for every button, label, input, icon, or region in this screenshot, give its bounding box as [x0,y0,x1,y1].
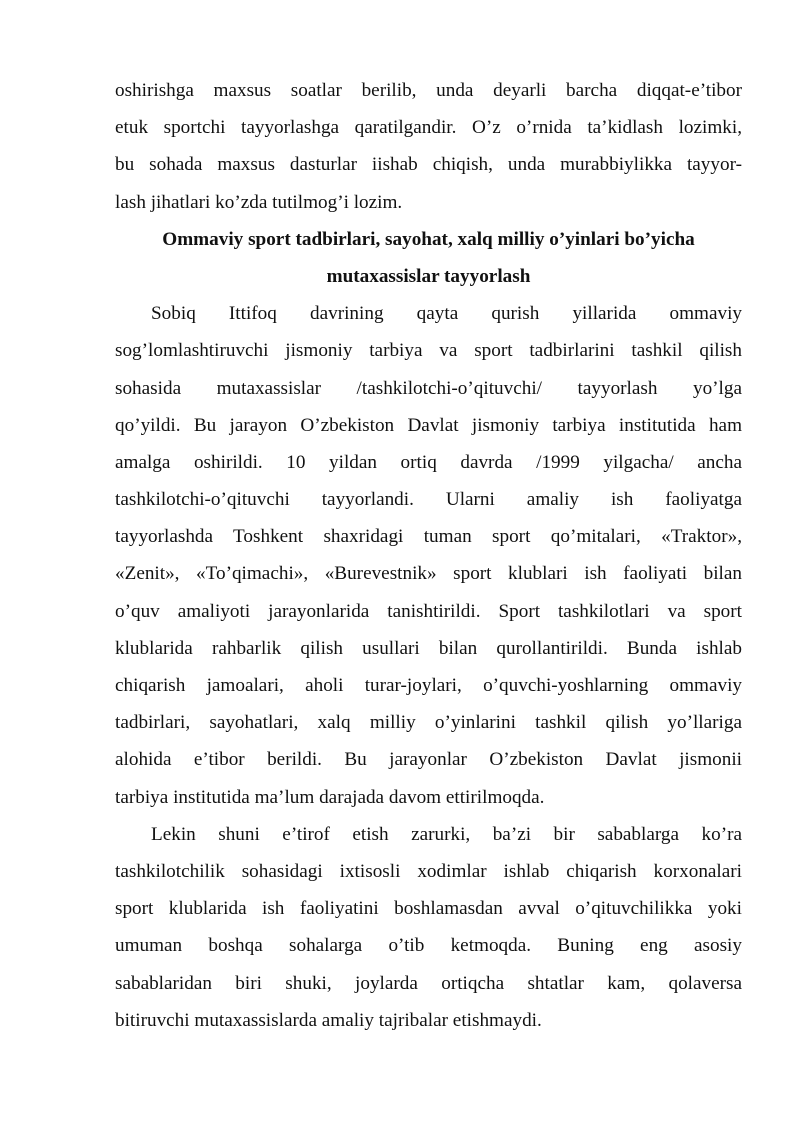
text-line: Lekin shuni e’tirof etish zarurki, ba’zi bir sabablarga ko’ra [151,823,742,845]
text-line: etuk sportchi tayyorlashga qaratilgandir. O’z o’rnida ta’kidlash lozimki, [115,117,742,139]
text-line: lash jihatlari ko’zda tutilmog’i lozim. [115,191,403,213]
heading-line: mutaxassislar tayyorlash [326,265,531,287]
text-line: chiqarish jamoalari, aholi turar-joylari, o’quvchi-yoshlarning ommaviy [115,675,742,696]
text-line: tarbiya institutida ma’lum darajada davom ettirilmoqda. [115,786,545,808]
text-line: sport klublarida ish faoliyatini boshlamasdan avval o’qituvchilikka yoki [115,898,742,920]
text-line: Sobiq Ittifoq davrining qayta qurish yillarida ommaviy [151,303,742,325]
text-line: sohasida mutaxassislar /tashkilotchi-o’qituvchi/ tayyorlash yo’lga [115,377,742,399]
text-line: tadbirlari, sayohatlari, xalq milliy o’yinlarini tashkil qilish yo’llariga [115,712,742,734]
paragraph-2 [115,816,742,1039]
text-line: bitiruvchi mutaxassislarda amaliy tajribalar etishmaydi. [115,1009,542,1031]
text-line: klublarida rahbarlik qilish usullari bilan qurollantirildi. Bunda ishlab [115,637,742,659]
text-line: sabablaridan biri shuki, joylarda ortiqcha shtatlar kam, qolaversa [115,972,742,994]
text-line: umuman boshqa sohalarga o’tib ketmoqda. Buning eng asosiy [115,935,742,957]
text-line: «Zenit», «To’qimachi», «Burevestnik» sport klublari ish faoliyati bilan [115,563,742,585]
text-line: alohida e’tibor berildi. Bu jarayonlar O’zbekiston Davlat jismonii [115,749,742,771]
text-line: oshirishga maxsus soatlar berilib, unda deyarli barcha diqqat-e’tibor [115,80,742,101]
text-line: tashkilotchilik sohasidagi ixtisosli xodimlar ishlab chiqarish korxonalari [115,860,742,882]
intro-paragraph [115,72,742,221]
text-line: qo’yildi. Bu jarayon O’zbekiston Davlat jismoniy tarbiya institutida ham [115,414,742,436]
text-line: o’quv amaliyoti jarayonlarida tanishtirildi. Sport tashkilotlari va sport [115,600,742,622]
text-line: sog’lomlashtiruvchi jismoniy tarbiya va sport tadbirlarini tashkil qilish [115,340,742,362]
text-line: tayyorlashda Toshkent shaxridagi tuman sport qo’mitalari, «Traktor», [115,526,742,548]
text-line: tashkilotchi-o’qituvchi tayyorlandi. Ularni amaliy ish faoliyatga [115,489,742,511]
heading-line: Ommaviy sport tadbirlari, sayohat, xalq milliy o’yinlari bo’yicha [162,228,695,250]
section-heading [115,221,742,295]
text-line: amalga oshirildi. 10 yildan ortiq davrda /1999 yilgacha/ ancha [115,451,742,473]
text-line: bu sohada maxsus dasturlar iishab chiqish, unda murabbiylikka tayyor- [115,154,742,176]
paragraph-1 [115,295,742,816]
document-page [115,72,742,1039]
